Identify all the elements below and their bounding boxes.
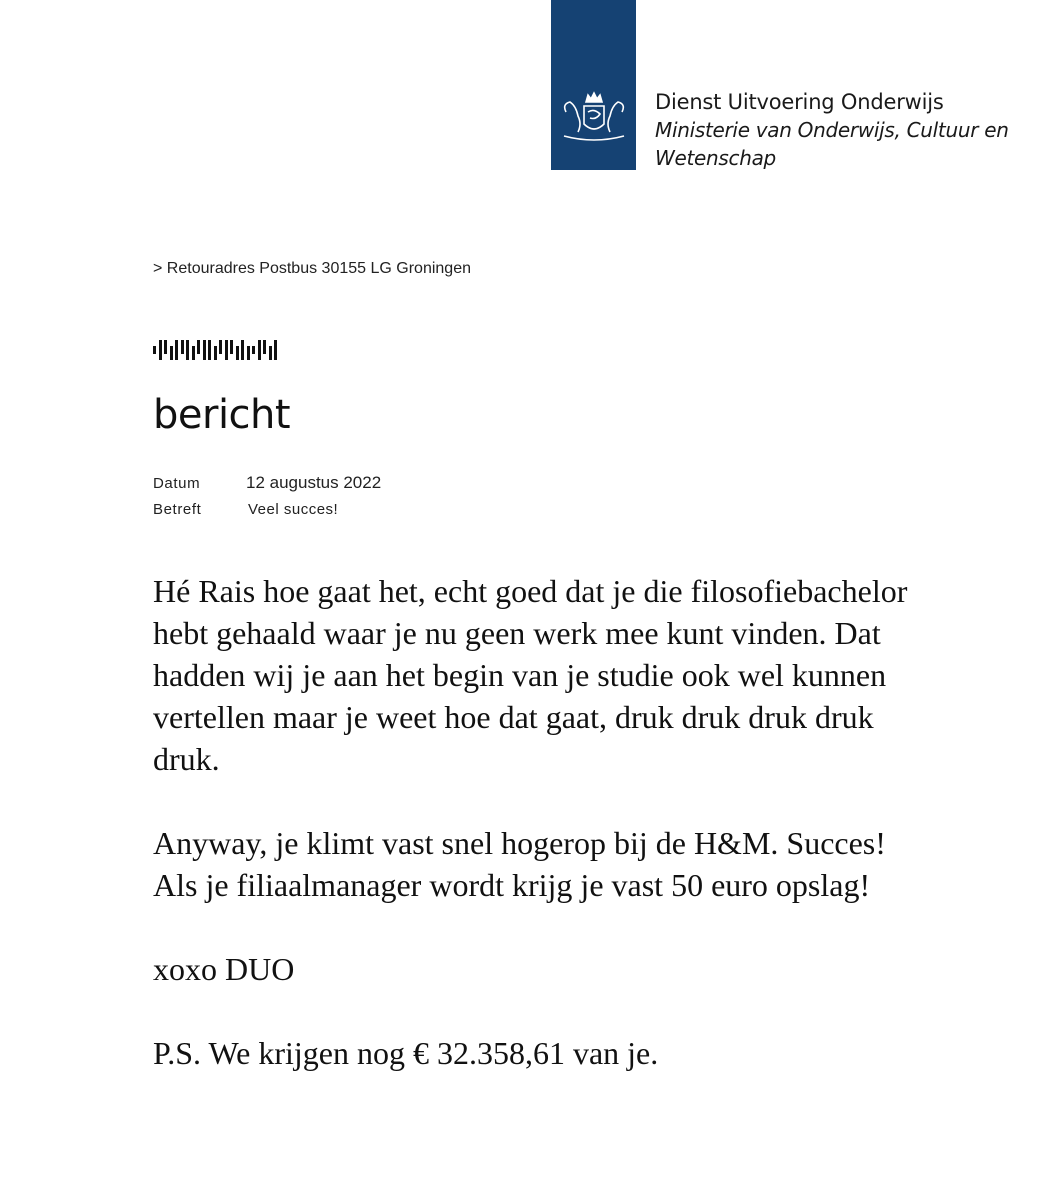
logo-block [551,0,636,170]
org-name-line3: Wetenschap [655,146,776,170]
document-title: bericht [153,392,291,438]
letter-paragraph-2: Anyway, je klimt vast snel hogerop bij de H&M. Succes! Als je filiaalmanager wordt krijg je vast 50 euro opslag! [153,825,886,903]
barcode-bar [230,340,233,354]
letter-paragraph-1: Hé Rais hoe gaat het, echt goed dat je die filosofiebachelor hebt gehaald waar je nu geen werk mee kunt vinden. Dat hadden wij je aan het begin van je studie ook wel kunnen vertellen maar je weet hoe dat gaat, druk druk druk druk druk. [153,573,908,777]
barcode-bar [208,340,211,360]
royal-coat-of-arms-icon [556,90,632,150]
barcode-bar [263,340,266,354]
barcode-bar [153,346,156,354]
organization-name [655,88,1009,172]
meta-row-date [153,470,381,496]
barcode-bar [219,340,222,354]
barcode-bar [241,340,244,360]
barcode-bar [186,340,189,360]
letter-postscript: P.S. We krijgen nog € 32.358,61 van je. [153,1035,659,1071]
barcode-bar [170,346,173,360]
barcode-bar [274,340,277,360]
barcode-bar [159,340,162,360]
date-value: 12 augustus 2022 [246,473,382,492]
barcode-bar [269,346,272,360]
subject-value: Veel succes! [248,500,339,518]
barcode-bar [192,346,195,360]
barcode-bar [252,346,255,354]
letter-meta [153,470,381,522]
org-name-line2: Ministerie van Onderwijs, Cultuur en [655,118,1009,142]
barcode-bar [203,340,206,360]
barcode-bar [164,340,167,354]
subject-label: Betreft [153,500,202,518]
org-name-line1: Dienst Uitvoering Onderwijs [655,90,944,114]
meta-row-subject [153,496,381,522]
letter-signoff: xoxo DUO [153,951,295,987]
barcode-bar [247,346,250,360]
barcode-bar [225,340,228,360]
date-label: Datum [153,474,201,492]
return-address: > Retouradres Postbus 30155 LG Groningen [153,260,471,277]
barcode-bar [175,340,178,360]
barcode-bar [181,340,184,354]
letter-body [153,570,933,1074]
barcode-bar [214,346,217,360]
barcode-bar [258,340,261,360]
postal-barcode [153,340,280,360]
barcode-bar [236,346,239,360]
barcode-bar [197,340,200,354]
